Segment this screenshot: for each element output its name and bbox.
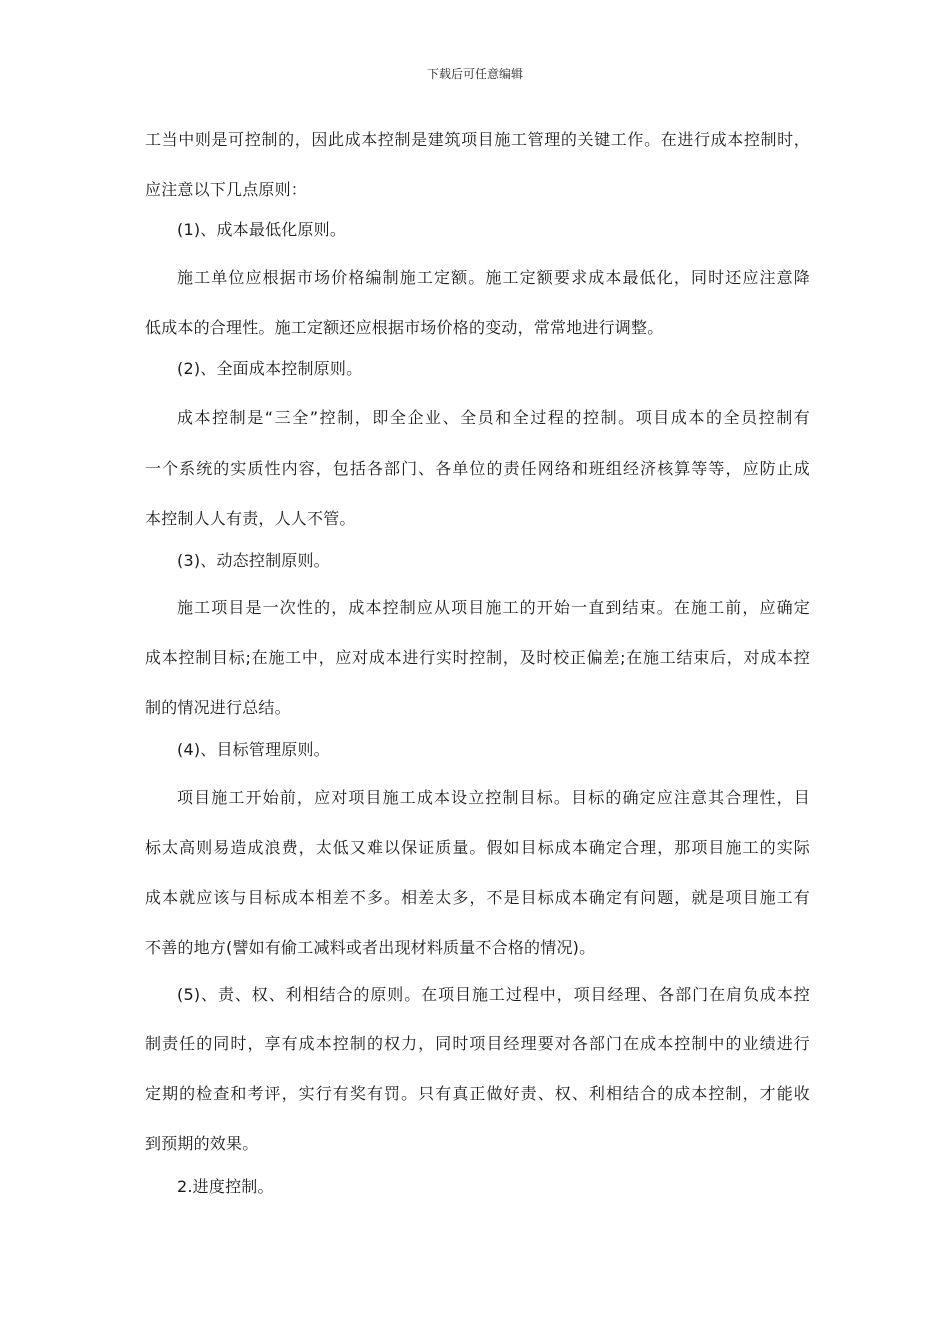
section-heading: (4)、目标管理原则。 — [177, 740, 330, 759]
text-line: 成本控制目标;在施工中，应对成本进行实时控制，及时校正偏差;在施工结束后，对成本控 — [145, 648, 810, 667]
section-heading: (1)、成本最低化原则。 — [177, 220, 347, 239]
text-line: 标太高则易造成浪费，太低又难以保证质量。假如目标成本确定合理，那项目施工的实际 — [145, 838, 810, 857]
text-line: 项目施工开始前，应对项目施工成本设立控制目标。目标的确定应注意其合理性，目 — [177, 788, 810, 807]
text-line: 不善的地方(譬如有偷工减料或者出现材料质量不合格的情况)。 — [145, 938, 596, 957]
text-line: 工当中则是可控制的，因此成本控制是建筑项目施工管理的关键工作。在进行成本控制时， — [145, 130, 810, 149]
text-line: 施工单位应根据市场价格编制施工定额。施工定额要求成本最低化，同时还应注意降 — [177, 268, 810, 287]
text-line: 定期的检查和考评，实行有奖有罚。只有真正做好责、权、利相结合的成本控制，才能收 — [145, 1084, 810, 1103]
text-line: 到预期的效果。 — [145, 1134, 259, 1153]
text-line: 制的情况进行总结。 — [145, 698, 291, 717]
text-line: 成本控制是“三全”控制，即全企业、全员和全过程的控制。项目成本的全员控制有 — [177, 408, 810, 427]
text-line: 成本就应该与目标成本相差不多。相差太多，不是目标成本确定有问题，就是项目施工有 — [145, 888, 810, 907]
text-line: (5)、责、权、利相结合的原则。在项目施工过程中，项目经理、各部门在肩负成本控 — [177, 985, 810, 1004]
text-line: 施工项目是一次性的，成本控制应从项目施工的开始一直到结束。在施工前，应确定 — [177, 598, 810, 617]
text-line: 一个系统的实质性内容，包括各部门、各单位的责任网络和班组经济核算等等，应防止成 — [145, 459, 810, 478]
text-line: 低成本的合理性。施工定额还应根据市场价格的变动，常常地进行调整。 — [145, 318, 664, 337]
section-heading: (3)、动态控制原则。 — [177, 551, 330, 570]
text-line: 本控制人人有责，人人不管。 — [145, 509, 356, 528]
text-line: 制责任的同时，享有成本控制的权力，同时项目经理要对各部门在成本控制中的业绩进行 — [145, 1034, 810, 1053]
text-line: 应注意以下几点原则： — [145, 180, 308, 199]
section-heading: (2)、全面成本控制原则。 — [177, 359, 363, 378]
section-heading: 2.进度控制。 — [177, 1177, 274, 1196]
page-header: 下载后可任意编辑 — [426, 67, 523, 81]
